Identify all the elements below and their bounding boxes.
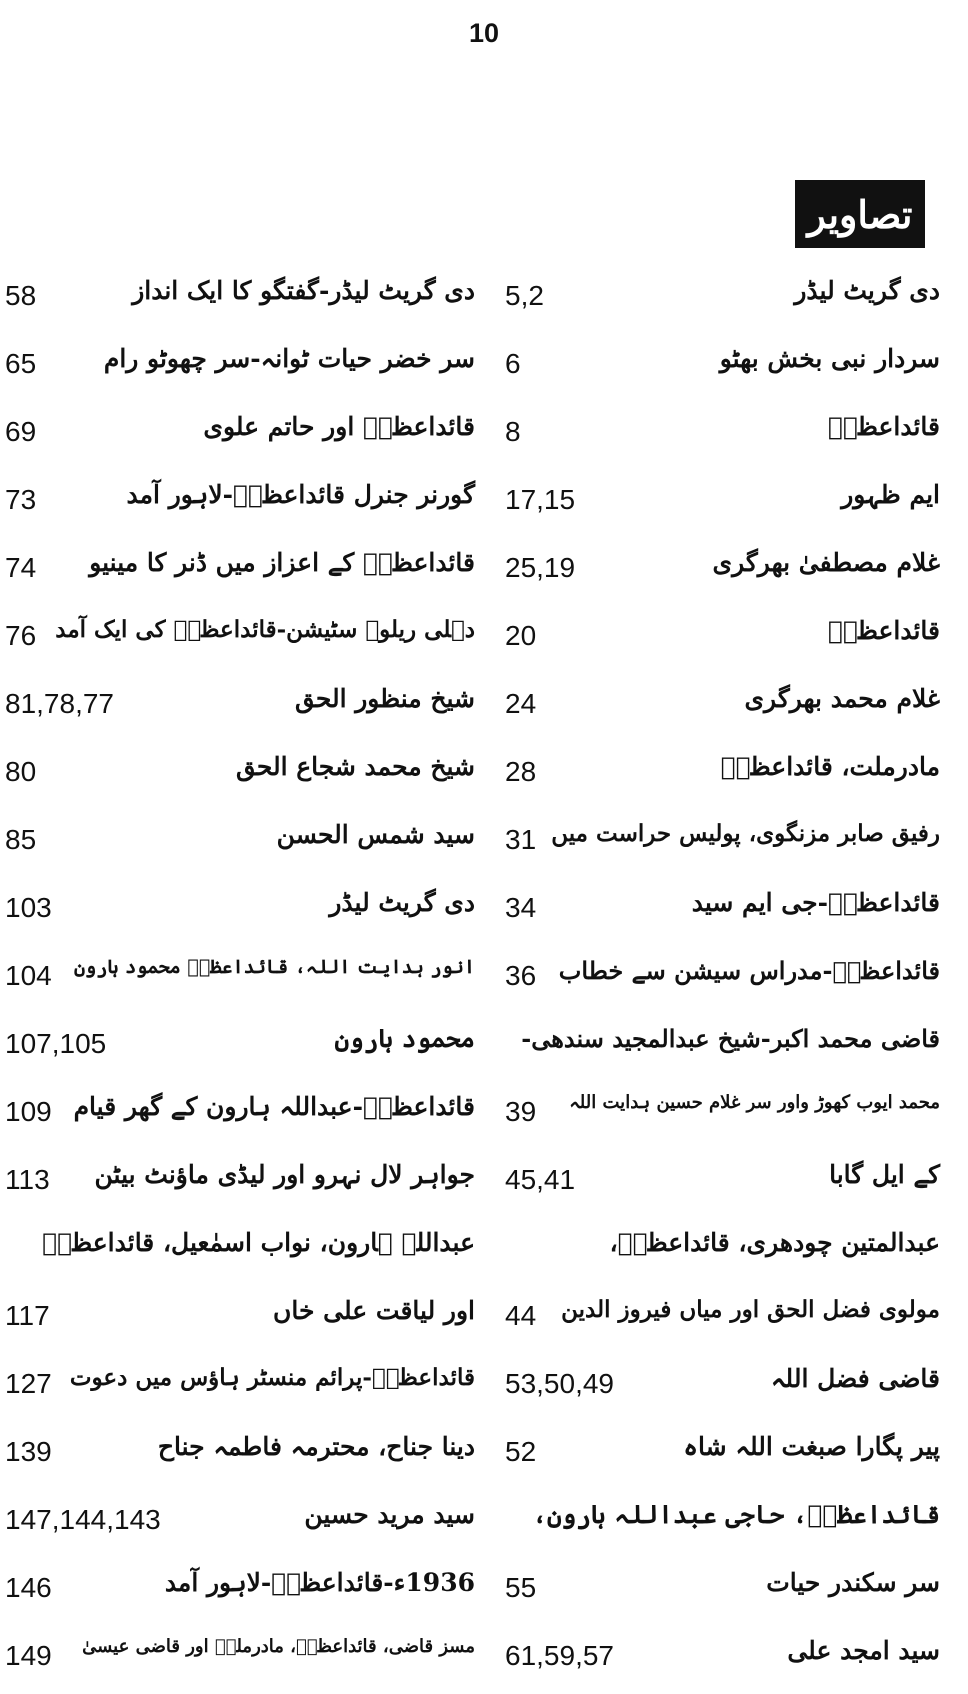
- entry-page-numbers: 85: [5, 824, 37, 855]
- entry-page-numbers: 25,19: [505, 552, 576, 583]
- index-entry: [505, 946, 940, 1014]
- index-entry: [505, 1218, 940, 1286]
- index-entry: [505, 1150, 940, 1218]
- entry-title: دہلی ریلوے سٹیشن-قائداعظمؒ کی ایک آمد: [55, 616, 475, 643]
- index-entry: [5, 878, 475, 946]
- index-entry: [5, 1082, 475, 1150]
- index-entry: [5, 1490, 475, 1558]
- entry-title: قائداعظمؒ: [827, 412, 940, 441]
- entry-page-numbers: 139: [5, 1436, 52, 1467]
- entry-title: محمد ایوب کھوڑ واور سر غلام حسین ہدایت اللہ: [569, 1092, 940, 1113]
- entry-title: گورنر جنرل قائداعظمؒ-لاہور آمد: [126, 480, 475, 509]
- index-entry: [5, 674, 475, 742]
- entry-title: عبداللہ ہارون، نواب اسمٰعیل، قائداعظمؒ: [42, 1228, 475, 1257]
- entry-page-numbers: 109: [5, 1096, 52, 1127]
- entry-title: قائداعظمؒ، حاجی عبداللہ ہارون،: [532, 1500, 940, 1529]
- entry-page-numbers: 81,78,77: [5, 688, 114, 719]
- entry-title: شیخ محمد شجاع الحق: [235, 752, 475, 781]
- entry-title: قاضی محمد اکبر-شیخ عبدالمجید سندھی-: [521, 1024, 940, 1053]
- entry-page-numbers: 28: [505, 756, 537, 787]
- entry-title: سر سکندر حیات: [766, 1568, 940, 1597]
- index-entry: [505, 606, 940, 674]
- entry-title: پیر پگارا صبغت اللہ شاہ: [683, 1432, 940, 1461]
- entry-title: 1936ء-قائداعظمؒ-لاہور آمد: [164, 1568, 475, 1597]
- index-entry: [5, 946, 475, 1014]
- index-entry: [5, 742, 475, 810]
- entry-title: عبدالمتین چودھری، قائداعظمؒ،: [609, 1228, 940, 1257]
- entry-page-numbers: 65: [5, 348, 37, 379]
- entry-page-numbers: 61,59,57: [505, 1640, 614, 1671]
- entry-page-numbers: 76: [5, 620, 37, 651]
- entry-title: قائداعظمؒ-مدراس سیشن سے خطاب: [558, 956, 940, 985]
- index-entry: [505, 266, 940, 334]
- index-entry: [5, 538, 475, 606]
- entry-page-numbers: 73: [5, 484, 37, 515]
- index-entry: [505, 878, 940, 946]
- entry-title: قائداعظمؒ کے اعزاز میں ڈنر کا مینیو: [89, 548, 475, 577]
- entry-page-numbers: 103: [5, 892, 52, 923]
- entry-page-numbers: 53,50,49: [505, 1368, 614, 1399]
- index-entry: [505, 334, 940, 402]
- entry-page-numbers: 147,144,143: [5, 1504, 161, 1535]
- index-entry: [5, 810, 475, 878]
- entry-page-numbers: 117: [5, 1300, 50, 1331]
- entry-page-numbers: 58: [5, 280, 37, 311]
- entry-page-numbers: 74: [5, 552, 37, 583]
- entry-page-numbers: 127: [5, 1368, 52, 1399]
- index-entry: [5, 402, 475, 470]
- entry-page-numbers: 34: [505, 892, 537, 923]
- entry-title: سید امجد علی: [787, 1636, 940, 1665]
- entry-page-numbers: 146: [5, 1572, 52, 1603]
- index-entry: [505, 1354, 940, 1422]
- index-entry: [5, 1626, 475, 1694]
- entry-page-numbers: 36: [505, 960, 537, 991]
- right-index-column: [505, 266, 940, 1686]
- section-heading: تصاویر: [795, 180, 925, 248]
- entry-page-numbers: 80: [5, 756, 37, 787]
- entry-title: مادرملت، قائداعظمؒ: [720, 752, 940, 781]
- entry-page-numbers: 8: [505, 416, 521, 447]
- entry-page-numbers: 24: [505, 688, 537, 719]
- entry-title: غلام مصطفیٰ بھرگری: [712, 548, 940, 577]
- index-entry: [5, 1150, 475, 1218]
- index-entry: [505, 470, 940, 538]
- entry-title: جواہر لال نہرو اور لیڈی ماؤنٹ بیٹن: [94, 1160, 475, 1189]
- entry-title: غلام محمد بھرگری: [744, 684, 940, 713]
- index-entry: [505, 1626, 940, 1694]
- entry-title: قائداعظمؒ-عبداللہ ہارون کے گھر قیام: [73, 1092, 475, 1121]
- index-entry: [505, 1558, 940, 1626]
- index-entry: [5, 1286, 475, 1354]
- entry-page-numbers: 52: [505, 1436, 537, 1467]
- left-index-column: [5, 266, 475, 1686]
- index-entry: [505, 1490, 940, 1558]
- entry-title: قاضی فضل اللہ: [770, 1364, 940, 1393]
- entry-page-numbers: 31: [505, 824, 537, 855]
- index-entry: [5, 1354, 475, 1422]
- entry-page-numbers: 104: [5, 960, 52, 991]
- entry-title: سید شمس الحسن: [276, 820, 475, 849]
- index-entry: [505, 538, 940, 606]
- index-entry: [5, 334, 475, 402]
- index-entry: [5, 1558, 475, 1626]
- entry-title: شیخ منظور الحق: [294, 684, 475, 713]
- index-entry: [5, 470, 475, 538]
- entry-title: کے ایل گابا: [829, 1160, 940, 1189]
- entry-page-numbers: 45,41: [505, 1164, 576, 1195]
- entry-page-numbers: 55: [505, 1572, 537, 1603]
- entry-page-numbers: 113: [5, 1164, 50, 1195]
- entry-page-numbers: 149: [5, 1640, 52, 1671]
- index-entry: [5, 1014, 475, 1082]
- index-entry: [505, 742, 940, 810]
- index-entry: [505, 1422, 940, 1490]
- entry-title: رفیق صابر مزنگوی، پولیس حراست میں: [551, 820, 940, 847]
- page-number: 10: [468, 18, 500, 48]
- index-entry: [505, 1082, 940, 1150]
- entry-title: سر خضر حیات ٹوانہ-سر چھوٹو رام: [103, 344, 475, 373]
- entry-title: مولوی فضل الحق اور میاں فیروز الدین: [561, 1296, 940, 1323]
- entry-title: دی گریٹ لیڈر-گفتگو کا ایک انداز: [132, 276, 475, 305]
- entry-title: دینا جناح، محترمہ فاطمہ جناح: [157, 1432, 475, 1461]
- entry-title: دی گریٹ لیڈر: [794, 276, 940, 305]
- entry-page-numbers: 69: [5, 416, 37, 447]
- entry-title: ایم ظہور: [841, 480, 940, 509]
- index-entry: [505, 1286, 940, 1354]
- entry-title: دی گریٹ لیڈر: [329, 888, 475, 917]
- entry-title: سردار نبی بخش بھٹو: [719, 344, 940, 373]
- index-entry: [505, 810, 940, 878]
- entry-page-numbers: 44: [505, 1300, 537, 1331]
- entry-title: قائداعظمؒ-پرائم منسٹر ہاؤس میں دعوت: [69, 1364, 475, 1391]
- entry-page-numbers: 5,2: [505, 280, 544, 311]
- entry-title: قائداعظمؒ اور حاتم علوی: [203, 412, 475, 441]
- entry-title: انور ہدایت اللہ، قائداعظمؒ محمود ہارون: [74, 956, 475, 978]
- entry-title: سید مرید حسین: [304, 1500, 475, 1529]
- entry-page-numbers: 6: [505, 348, 521, 379]
- index-entry: [5, 1218, 475, 1286]
- entry-title: محمود ہارون: [334, 1024, 475, 1053]
- index-entry: [505, 1014, 940, 1082]
- entry-page-numbers: 39: [505, 1096, 537, 1127]
- entry-title: قائداعظمؒ: [827, 616, 940, 645]
- entry-page-numbers: 107,105: [5, 1028, 107, 1059]
- index-entry: [505, 674, 940, 742]
- entry-title: مسز قاضی، قائداعظمؒ، مادرملتؒ اور قاضی عیسیٰ: [82, 1636, 475, 1657]
- entry-page-numbers: 20: [505, 620, 537, 651]
- entry-title: قائداعظمؒ-جی ایم سید: [691, 888, 940, 917]
- index-entry: [5, 266, 475, 334]
- entry-page-numbers: 17,15: [505, 484, 576, 515]
- index-entry: [5, 606, 475, 674]
- entry-title: اور لیاقت علی خاں: [273, 1296, 475, 1325]
- index-entry: [505, 402, 940, 470]
- index-entry: [5, 1422, 475, 1490]
